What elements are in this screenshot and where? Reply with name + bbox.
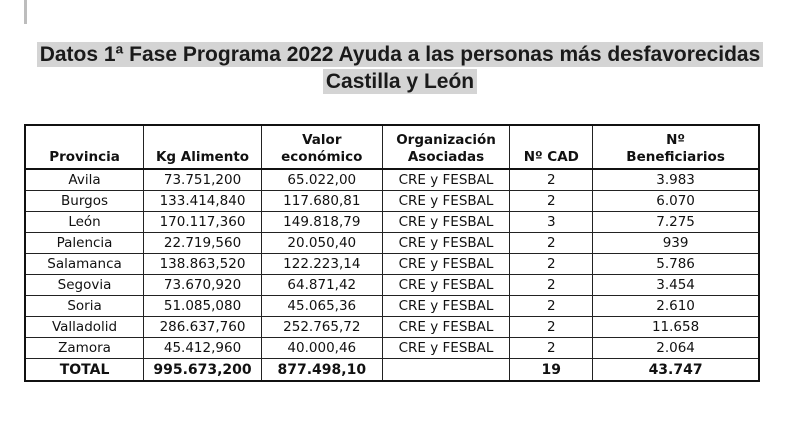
- col-kg-alimento-cell: 170.117,360: [144, 212, 262, 233]
- col-valor-economico-cell: 252.765,72: [261, 317, 382, 338]
- col-organizacion-cell: CRE y FESBAL: [382, 317, 510, 338]
- col-num-beneficiarios-header: Nº Beneficiarios: [593, 125, 759, 169]
- col-organizacion-cell: CRE y FESBAL: [382, 169, 510, 191]
- col-kg-alimento-total-cell: 995.673,200: [144, 359, 262, 382]
- col-organizacion-cell: CRE y FESBAL: [382, 254, 510, 275]
- col-num-beneficiarios-cell: 2.610: [593, 296, 759, 317]
- col-valor-economico-cell: 65.022,00: [261, 169, 382, 191]
- col-valor-economico-cell: 64.871,42: [261, 275, 382, 296]
- col-num-cad-cell: 2: [510, 317, 593, 338]
- col-provincia-cell: Salamanca: [25, 254, 144, 275]
- table-row: [25, 233, 759, 254]
- col-kg-alimento-header: Kg Alimento: [144, 125, 262, 169]
- col-valor-economico-cell: 122.223,14: [261, 254, 382, 275]
- col-num-beneficiarios-cell: 3.454: [593, 275, 759, 296]
- col-kg-alimento-cell: 138.863,520: [144, 254, 262, 275]
- col-num-cad-total-cell: 19: [510, 359, 593, 382]
- col-num-cad-cell: 2: [510, 254, 593, 275]
- col-kg-alimento-cell: 45.412,960: [144, 338, 262, 359]
- table-row: [25, 338, 759, 359]
- col-valor-economico-cell: 40.000,46: [261, 338, 382, 359]
- col-num-beneficiarios-cell: 11.658: [593, 317, 759, 338]
- table-row: [25, 191, 759, 212]
- col-num-cad-cell: 2: [510, 169, 593, 191]
- table-body: [25, 169, 759, 381]
- col-organizacion-cell: CRE y FESBAL: [382, 191, 510, 212]
- table-row: [25, 317, 759, 338]
- col-num-cad-cell: 2: [510, 338, 593, 359]
- col-organizacion-total-cell: [382, 359, 510, 382]
- beneficiaries-table: [24, 124, 760, 382]
- col-num-cad-cell: 3: [510, 212, 593, 233]
- table-row: [25, 275, 759, 296]
- col-organizacion-cell: CRE y FESBAL: [382, 338, 510, 359]
- col-kg-alimento-cell: 51.085,080: [144, 296, 262, 317]
- col-organizacion-cell: CRE y FESBAL: [382, 296, 510, 317]
- col-kg-alimento-cell: 286.637,760: [144, 317, 262, 338]
- col-num-beneficiarios-total-cell: 43.747: [593, 359, 759, 382]
- col-num-cad-cell: 2: [510, 275, 593, 296]
- col-valor-economico-header: Valor económico: [261, 125, 382, 169]
- col-num-beneficiarios-cell: 7.275: [593, 212, 759, 233]
- col-num-beneficiarios-cell: 3.983: [593, 169, 759, 191]
- col-provincia-cell: Zamora: [25, 338, 144, 359]
- title-line-1: Datos 1ª Fase Programa 2022 Ayuda a las personas más desfavorecidas: [37, 42, 764, 67]
- col-provincia-cell: León: [25, 212, 144, 233]
- col-provincia-cell: Valladolid: [25, 317, 144, 338]
- col-valor-economico-total-cell: 877.498,10: [261, 359, 382, 382]
- title-line-2: Castilla y León: [323, 69, 477, 94]
- col-kg-alimento-cell: 22.719,560: [144, 233, 262, 254]
- col-num-cad-header: Nº CAD: [510, 125, 593, 169]
- table-row: [25, 254, 759, 275]
- col-kg-alimento-cell: 133.414,840: [144, 191, 262, 212]
- col-valor-economico-cell: 117.680,81: [261, 191, 382, 212]
- col-organizacion-cell: CRE y FESBAL: [382, 212, 510, 233]
- col-organizacion-cell: CRE y FESBAL: [382, 275, 510, 296]
- table-row: [25, 296, 759, 317]
- col-provincia-cell: Palencia: [25, 233, 144, 254]
- col-num-beneficiarios-cell: 5.786: [593, 254, 759, 275]
- col-provincia-cell: Soria: [25, 296, 144, 317]
- document-title: [0, 42, 800, 94]
- table-header-row: [25, 125, 759, 169]
- col-num-beneficiarios-cell: 2.064: [593, 338, 759, 359]
- col-provincia-cell: Burgos: [25, 191, 144, 212]
- col-valor-economico-cell: 149.818,79: [261, 212, 382, 233]
- col-num-beneficiarios-cell: 6.070: [593, 191, 759, 212]
- col-kg-alimento-cell: 73.670,920: [144, 275, 262, 296]
- col-kg-alimento-cell: 73.751,200: [144, 169, 262, 191]
- left-edge-rule: [24, 0, 27, 24]
- table-row: [25, 169, 759, 191]
- table-total-row: [25, 359, 759, 382]
- col-provincia-header: Provincia: [25, 125, 144, 169]
- col-valor-economico-cell: 20.050,40: [261, 233, 382, 254]
- col-num-beneficiarios-cell: 939: [593, 233, 759, 254]
- col-organizacion-cell: CRE y FESBAL: [382, 233, 510, 254]
- col-provincia-cell: Segovia: [25, 275, 144, 296]
- col-provincia-total-cell: TOTAL: [25, 359, 144, 382]
- col-num-cad-cell: 2: [510, 233, 593, 254]
- table-row: [25, 212, 759, 233]
- col-provincia-cell: Avila: [25, 169, 144, 191]
- col-num-cad-cell: 2: [510, 191, 593, 212]
- col-valor-economico-cell: 45.065,36: [261, 296, 382, 317]
- col-organizacion-header: Organización Asociadas: [382, 125, 510, 169]
- col-num-cad-cell: 2: [510, 296, 593, 317]
